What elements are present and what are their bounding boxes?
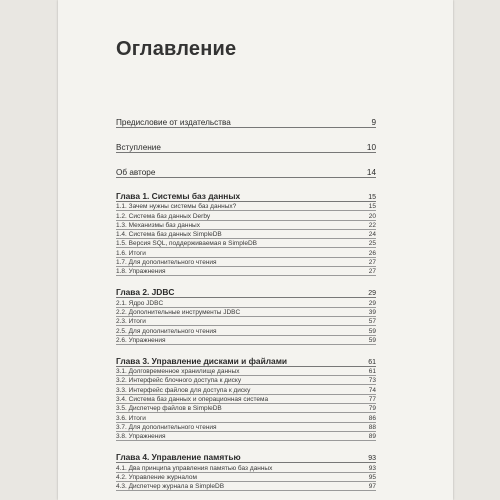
section-entry[interactable]: [116, 482, 376, 491]
section-entry[interactable]: [116, 221, 376, 230]
section-entry-page-number: 24: [368, 231, 376, 239]
section-entry[interactable]: [116, 258, 376, 267]
front-matter-entry-label: Вступление: [116, 143, 161, 152]
section-entry-page-number: 88: [368, 423, 376, 431]
chapter-entry-label: Глава 3. Управление дисками и файлами: [116, 355, 288, 366]
section-entry-page-number: 61: [368, 368, 376, 376]
section-entry-page-number: 77: [368, 396, 376, 404]
section-entry-page-number: 26: [368, 249, 376, 257]
section-entry[interactable]: [116, 395, 376, 404]
section-entry-label: 3.6. Итоги: [116, 414, 146, 422]
section-entry-page-number: 93: [368, 464, 376, 472]
section-entry-page-number: 89: [368, 433, 376, 441]
section-entry[interactable]: [116, 248, 376, 257]
section-entry-label: 1.8. Упражнения: [116, 268, 166, 276]
front-matter-entry[interactable]: [116, 165, 376, 178]
section-entry-label: 2.3. Итоги: [116, 318, 146, 326]
front-matter-entry-page-number: 9: [371, 118, 376, 127]
chapter-entry-page-number: 61: [368, 358, 376, 366]
section-entry-page-number: 27: [368, 268, 376, 276]
chapter-entry[interactable]: [116, 190, 376, 202]
section-entry[interactable]: [116, 432, 376, 441]
section-entry-page-number: 97: [368, 483, 376, 491]
table-of-contents: [116, 38, 376, 493]
section-entry[interactable]: [116, 385, 376, 394]
chapter-entry-label: Глава 1. Системы баз данных: [116, 191, 241, 201]
chapter-block: [116, 286, 376, 344]
front-matter-entry-label: Об авторе: [116, 168, 156, 177]
chapter-entry[interactable]: [116, 286, 376, 298]
section-entry-label: 3.2. Интерфейс блочного доступа к диску: [116, 377, 242, 385]
section-entry-label: 1.2. Система баз данных Derby: [116, 212, 211, 220]
front-matter-entry-page-number: 10: [366, 143, 376, 152]
section-entry[interactable]: [116, 308, 376, 317]
section-entry-label: 2.6. Упражнения: [116, 336, 166, 344]
section-entry-page-number: 79: [368, 405, 376, 413]
chapter-entry[interactable]: [116, 355, 376, 367]
section-entry-label: 1.3. Механизмы баз данных: [116, 221, 200, 229]
section-entry[interactable]: [116, 211, 376, 220]
section-entry[interactable]: [116, 473, 376, 482]
section-entry-page-number: 39: [368, 308, 376, 316]
section-entry[interactable]: [116, 267, 376, 276]
chapter-block: [116, 355, 376, 441]
chapter-list: [116, 190, 376, 491]
section-entry[interactable]: [116, 298, 376, 307]
chapter-entry-page-number: 15: [368, 194, 376, 201]
section-entry-label: 2.1. Ядро JDBC: [116, 299, 164, 307]
section-entry-page-number: 95: [368, 473, 376, 481]
section-entry-label: 3.1. Долговременное хранилище данных: [116, 368, 240, 376]
section-entry-page-number: 74: [368, 386, 376, 394]
section-entry-label: 3.5. Диспетчер файлов в SimpleDB: [116, 405, 222, 413]
section-entry-page-number: 59: [368, 327, 376, 335]
book-page: [58, 0, 453, 500]
page-title: Оглавление: [116, 38, 237, 60]
section-entry-label: 1.4. Система баз данных SimpleDB: [116, 231, 222, 239]
section-entry-page-number: 86: [368, 414, 376, 422]
section-entry[interactable]: [116, 423, 376, 432]
section-entry[interactable]: [116, 202, 376, 211]
chapter-block: [116, 451, 376, 491]
section-entry[interactable]: [116, 239, 376, 248]
section-entry-label: 3.7. Для дополнительного чтения: [116, 423, 217, 431]
section-entry[interactable]: [116, 230, 376, 239]
section-entry-label: 4.1. Два принципа управления памятью баз данных: [116, 464, 273, 472]
front-matter-entry[interactable]: [116, 140, 376, 153]
section-entry[interactable]: [116, 367, 376, 376]
section-entry-label: 1.5. Версия SQL, поддерживаемая в SimpleDB: [116, 240, 258, 248]
section-entry[interactable]: [116, 376, 376, 385]
section-entry[interactable]: [116, 413, 376, 422]
chapter-entry-label: Глава 4. Управление памятью: [116, 452, 241, 463]
section-entry[interactable]: [116, 404, 376, 413]
section-entry-page-number: 59: [368, 336, 376, 344]
section-entry-label: 2.2. Дополнительные инструменты JDBC: [116, 308, 241, 316]
section-entry-label: 2.5. Для дополнительного чтения: [116, 327, 217, 335]
section-entry-page-number: 57: [368, 318, 376, 326]
section-entry-page-number: 15: [368, 203, 376, 211]
section-entry[interactable]: [116, 326, 376, 335]
section-entry-label: 3.3. Интерфейс файлов для доступа к диску: [116, 386, 251, 394]
section-entry-label: 1.7. Для дополнительного чтения: [116, 259, 217, 267]
section-entry-label: 3.4. Система баз данных и операционная система: [116, 396, 269, 404]
section-entry-page-number: 73: [368, 377, 376, 385]
section-entry-page-number: 25: [368, 240, 376, 248]
section-entry-label: 1.6. Итоги: [116, 249, 146, 257]
section-entry-page-number: 29: [368, 299, 376, 307]
front-matter-list: [116, 115, 376, 178]
section-entry[interactable]: [116, 317, 376, 326]
section-entry-label: 1.1. Зачем нужны системы баз данных?: [116, 203, 237, 211]
section-entry-label: 3.8. Упражнения: [116, 433, 166, 441]
front-matter-entry-label: Предисловие от издательства: [116, 118, 231, 127]
chapter-entry-page-number: 93: [368, 455, 376, 463]
section-entry-label: 4.2. Управление журналом: [116, 473, 197, 481]
front-matter-entry-page-number: 14: [366, 168, 376, 177]
section-entry-page-number: 27: [368, 259, 376, 267]
section-entry[interactable]: [116, 336, 376, 345]
section-entry-page-number: 22: [368, 221, 376, 229]
chapter-block: [116, 190, 376, 276]
chapter-entry[interactable]: [116, 451, 376, 463]
front-matter-entry[interactable]: [116, 115, 376, 128]
section-entry[interactable]: [116, 463, 376, 472]
section-entry-page-number: 20: [368, 212, 376, 220]
section-entry-label: 4.3. Диспетчер журнала в SimpleDB: [116, 483, 225, 491]
chapter-entry-label: Глава 2. JDBC: [116, 287, 175, 298]
chapter-entry-page-number: 29: [368, 290, 376, 298]
